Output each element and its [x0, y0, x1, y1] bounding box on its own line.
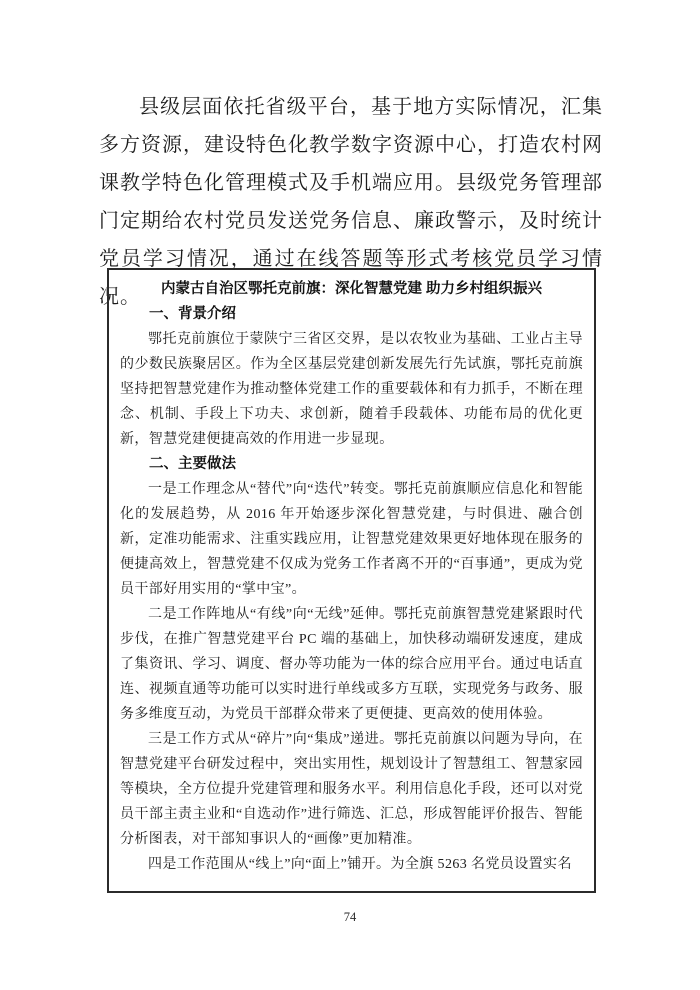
practice-paragraph-1: 一是工作理念从“替代”向“迭代”转变。鄂托克前旗顺应信息化和智能化的发展趋势，从 2016 年开始逐步深化智慧党建，与时俱进、融合创新，定准功能需求、注重实践应用，让智慧党建效果更好地体现在服务的便捷高效上，智慧党建不仅成为党务工作者离不开的“百事通”，更成为党员干部好用实用的“掌中宝”。	[120, 482, 583, 597]
case-study-box	[107, 268, 596, 893]
intro-paragraph: 县级层面依托省级平台，基于地方实际情况，汇集多方资源，建设特色化教学数字资源中心，打造农村网课教学特色化管理模式及手机端应用。县级党务管理部门定期给农村党员发送党务信息、廉政警示，及时统计党员学习情况，通过在线答题等形式考核党员学习情况。	[99, 96, 603, 308]
case-box-title: 内蒙古自治区鄂托克前旗：深化智慧党建 助力乡村组织振兴	[160, 281, 543, 297]
practice-paragraph-2: 二是工作阵地从“有线”向“无线”延伸。鄂托克前旗智慧党建紧跟时代步伐，在推广智慧党建平台 PC 端的基础上，加快移动端研发速度，建成了集资讯、学习、调度、督办等功能为一体的综合应用平台。通过电话直连、视频直通等功能可以实时进行单线或多方互联，实现党务与政务、服务多维度互动，为党员干部群众带来了更便捷、更高效的使用体验。	[120, 607, 583, 722]
section-heading-main-practices: 二、主要做法	[149, 456, 236, 472]
practice-paragraph-3: 三是工作方式从“碎片”向“集成”递进。鄂托克前旗以问题为导向，在智慧党建平台研发过程中，突出实用性，规划设计了智慧组工、智慧家园等模块，全方位提升党建管理和服务水平。利用信息化手段，还可以对党员干部主责主业和“自选动作”进行筛选、汇总，形成智能评价报告、智能分析图表，对干部知事识人的“画像”更加精准。	[120, 732, 583, 847]
section-heading-background: 一、背景介绍	[149, 306, 236, 322]
page-number: 74	[343, 910, 357, 924]
background-paragraph: 鄂托克前旗位于蒙陕宁三省区交界，是以农牧业为基础、工业占主导的少数民族聚居区。作为全区基层党建创新发展先行先试旗，鄂托克前旗坚持把智慧党建作为推动整体党建工作的重要载体和有力抓手，不断在理念、机制、手段上下功夫、求创新，随着手段载体、功能布局的优化更新，智慧党建便捷高效的作用进一步显现。	[120, 332, 583, 447]
practice-paragraph-4-clipped: 四是工作范围从“线上”向“面上”铺开。为全旗 5263 名党员设置实名	[148, 857, 572, 872]
